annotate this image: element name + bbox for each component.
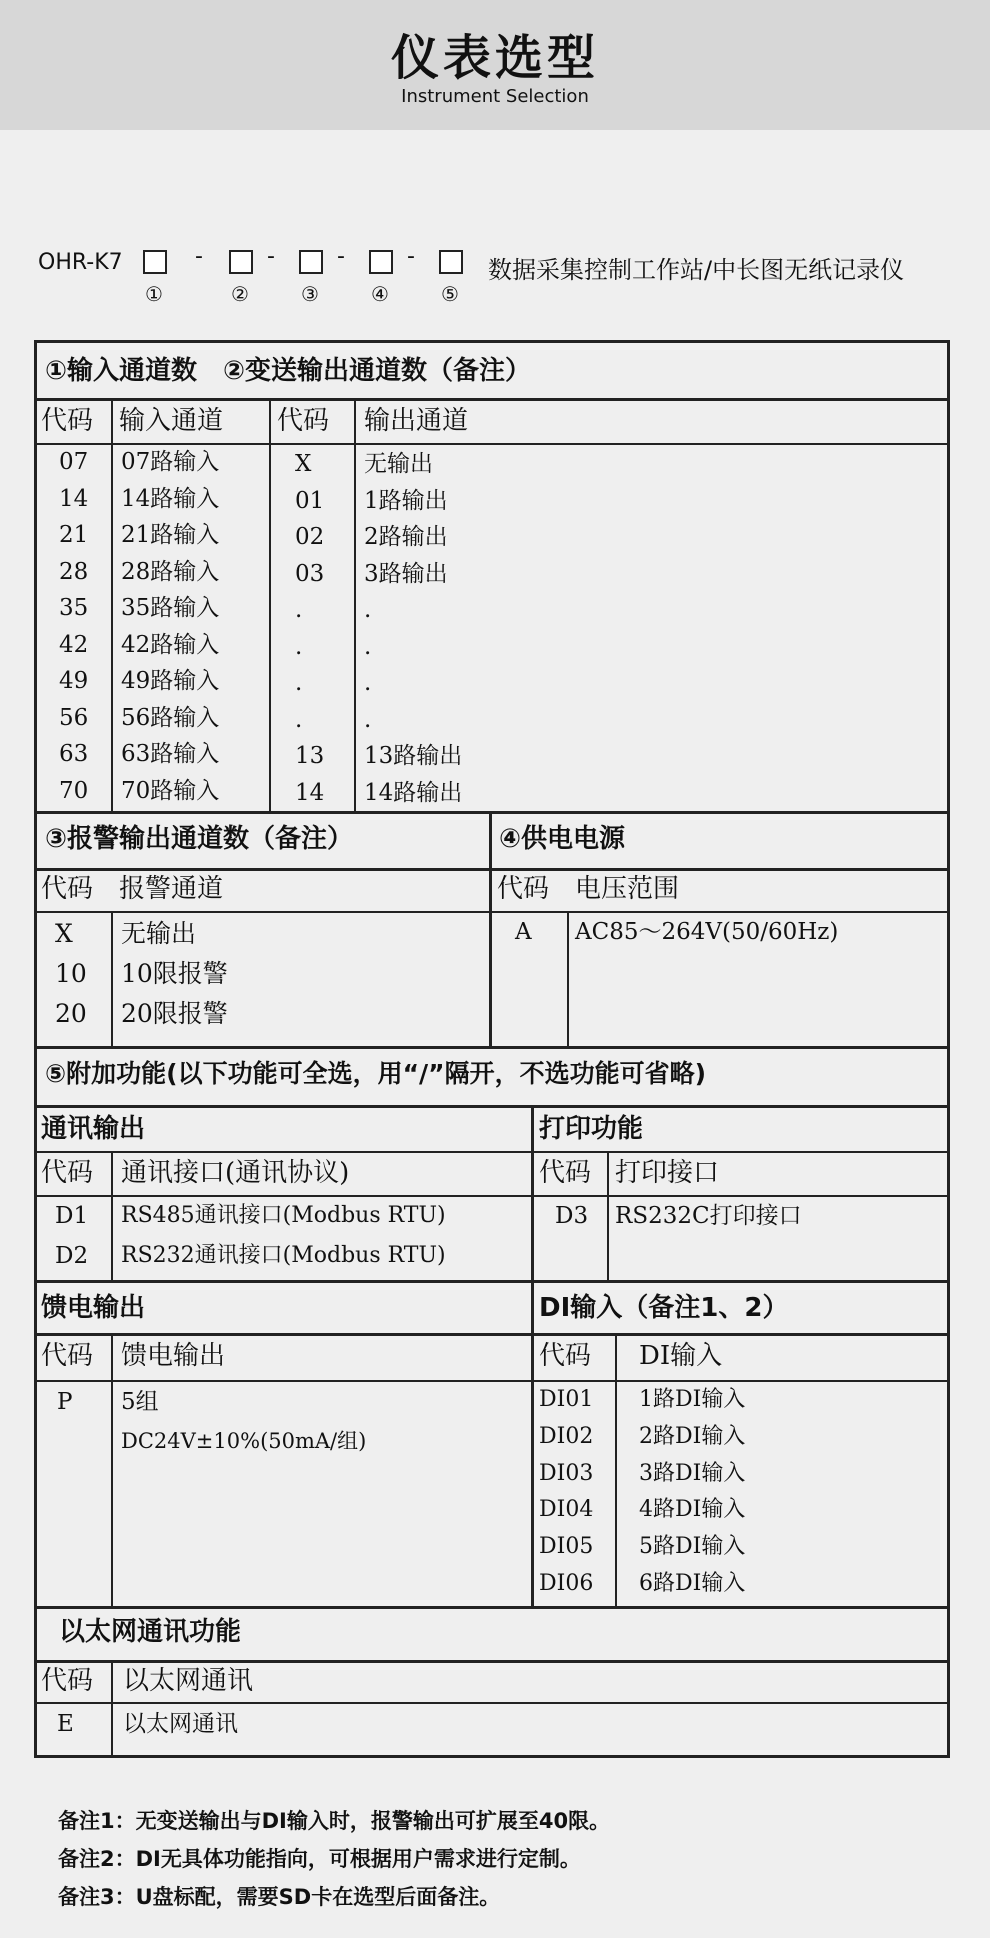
note-2: 备注2：DI无具体功能指向，可根据用户需求进行定制。 bbox=[58, 1847, 581, 1871]
section-title-input-output: ①输入通道数 ②变送输出通道数（备注） bbox=[45, 356, 532, 386]
col-header-voltage: 电压范围 bbox=[575, 874, 680, 904]
feed-code: P bbox=[57, 1389, 73, 1415]
di-code: DI05 bbox=[539, 1534, 594, 1560]
section-title-power: ④供电电源 bbox=[499, 824, 626, 854]
input-code: 49 bbox=[59, 668, 89, 694]
code-slot-4 bbox=[369, 250, 393, 274]
slot-number: ② bbox=[231, 282, 249, 306]
input-label: 28路输入 bbox=[121, 558, 220, 585]
model-dash: - bbox=[195, 244, 203, 269]
model-prefix: OHR-K7 bbox=[38, 250, 123, 275]
output-label: . bbox=[364, 597, 372, 623]
power-label: AC85～264V(50/60Hz) bbox=[575, 919, 839, 945]
alarm-code: X bbox=[55, 919, 73, 948]
power-code: A bbox=[515, 919, 532, 945]
col-header-print: 打印接口 bbox=[615, 1158, 720, 1188]
input-label: 63路输入 bbox=[121, 741, 220, 767]
model-dash: - bbox=[267, 244, 275, 269]
section-title-options: ⑤附加功能(以下功能可全选，用“/”隔开，不选功能可省略) bbox=[45, 1059, 707, 1088]
page-title: 仪表选型 bbox=[390, 30, 599, 86]
alarm-label: 20限报警 bbox=[121, 999, 228, 1028]
alarm-label: 10限报警 bbox=[121, 959, 228, 988]
output-label: 3路输出 bbox=[364, 560, 448, 587]
page-subtitle: Instrument Selection bbox=[401, 86, 589, 107]
col-header-code: 代码 bbox=[41, 1666, 94, 1696]
di-code: DI02 bbox=[539, 1423, 594, 1449]
col-header-ethernet: 以太网通讯 bbox=[123, 1666, 254, 1696]
model-name: 数据采集控制工作站/中长图无纸记录仪 bbox=[488, 256, 905, 284]
subsection-ethernet: 以太网通讯功能 bbox=[59, 1617, 242, 1647]
output-code: . bbox=[295, 670, 303, 696]
output-code: . bbox=[295, 706, 303, 733]
input-code: 35 bbox=[59, 595, 89, 621]
code-slot-5 bbox=[439, 250, 463, 274]
col-header-code: 代码 bbox=[41, 874, 94, 904]
comm-code: D1 bbox=[55, 1203, 89, 1229]
note-1: 备注1：无变送输出与DI输入时，报警输出可扩展至40限。 bbox=[58, 1809, 611, 1833]
subsection-comm: 通讯输出 bbox=[41, 1114, 146, 1144]
output-label: 13路输出 bbox=[364, 743, 463, 769]
input-code: 63 bbox=[59, 741, 89, 767]
input-code: 21 bbox=[59, 522, 89, 548]
feed-label: 5组 bbox=[121, 1389, 159, 1415]
col-header-code: 代码 bbox=[277, 406, 330, 436]
output-code: 13 bbox=[295, 743, 325, 769]
output-code: . bbox=[295, 597, 303, 623]
input-code: 14 bbox=[59, 485, 89, 512]
col-header-alarm: 报警通道 bbox=[119, 874, 224, 904]
output-label: 无输出 bbox=[364, 451, 433, 477]
comm-label: RS485通讯接口(Modbus RTU) bbox=[121, 1203, 446, 1228]
di-code: DI03 bbox=[539, 1460, 594, 1486]
col-header-code: 代码 bbox=[41, 1158, 94, 1188]
code-slot-1 bbox=[143, 250, 167, 274]
output-code: X bbox=[295, 451, 312, 477]
output-label: . bbox=[364, 706, 372, 733]
note-3: 备注3：U盘标配，需要SD卡在选型后面备注。 bbox=[58, 1885, 501, 1909]
output-code: . bbox=[295, 633, 303, 660]
model-dash: - bbox=[407, 244, 415, 269]
col-header-code: 代码 bbox=[41, 1341, 94, 1371]
output-label: 1路输出 bbox=[364, 487, 448, 514]
ethernet-label: 以太网通讯 bbox=[123, 1711, 238, 1737]
output-code: 01 bbox=[295, 487, 325, 514]
feed-detail: DC24V±10%(50mA/组) bbox=[121, 1429, 367, 1453]
col-header-di: DI输入 bbox=[639, 1341, 723, 1371]
comm-label: RS232通讯接口(Modbus RTU) bbox=[121, 1243, 446, 1268]
input-code: 70 bbox=[59, 777, 89, 804]
comm-code: D2 bbox=[55, 1243, 89, 1269]
input-code: 07 bbox=[59, 449, 89, 475]
di-label: 2路DI输入 bbox=[639, 1423, 746, 1449]
input-code: 56 bbox=[59, 704, 89, 731]
output-label: . bbox=[364, 633, 372, 660]
subsection-di: DI输入（备注1、2） bbox=[539, 1293, 789, 1323]
input-label: 21路输入 bbox=[121, 522, 220, 548]
col-header-comm: 通讯接口(通讯协议) bbox=[121, 1158, 350, 1188]
output-label: 14路输出 bbox=[364, 779, 463, 806]
input-code: 42 bbox=[59, 631, 89, 658]
alarm-code: 20 bbox=[55, 999, 87, 1028]
selection-table bbox=[34, 340, 950, 1758]
input-label: 35路输入 bbox=[121, 595, 220, 621]
input-label: 42路输入 bbox=[121, 631, 220, 658]
slot-number: ③ bbox=[301, 282, 319, 306]
output-code: 03 bbox=[295, 560, 325, 587]
code-slot-2 bbox=[229, 250, 253, 274]
di-label: 3路DI输入 bbox=[639, 1460, 746, 1486]
slot-number: ⑤ bbox=[441, 282, 459, 306]
di-code: DI01 bbox=[539, 1387, 594, 1412]
input-label: 07路输入 bbox=[121, 449, 220, 475]
col-header-feed: 馈电输出 bbox=[121, 1341, 226, 1371]
col-header-input: 输入通道 bbox=[119, 406, 224, 436]
output-label: 2路输出 bbox=[364, 524, 448, 550]
output-label: . bbox=[364, 670, 372, 696]
di-label: 1路DI输入 bbox=[639, 1387, 746, 1412]
notes bbox=[58, 1802, 610, 1916]
di-label: 6路DI输入 bbox=[639, 1571, 746, 1596]
input-code: 28 bbox=[59, 558, 89, 585]
input-label: 56路输入 bbox=[121, 704, 220, 731]
input-label: 49路输入 bbox=[121, 668, 220, 694]
subsection-feed: 馈电输出 bbox=[41, 1293, 146, 1323]
code-slot-3 bbox=[299, 250, 323, 274]
input-label: 14路输入 bbox=[121, 485, 220, 512]
di-code: DI04 bbox=[539, 1497, 594, 1523]
di-label: 4路DI输入 bbox=[639, 1497, 746, 1523]
model-dash: - bbox=[337, 244, 345, 269]
di-code: DI06 bbox=[539, 1571, 594, 1596]
di-label: 5路DI输入 bbox=[639, 1534, 746, 1560]
alarm-label: 无输出 bbox=[121, 919, 197, 948]
alarm-code: 10 bbox=[55, 959, 87, 988]
slot-number: ④ bbox=[371, 282, 389, 306]
col-header-code: 代码 bbox=[497, 874, 550, 904]
section-title-alarm: ③报警输出通道数（备注） bbox=[45, 824, 354, 854]
ethernet-code: E bbox=[57, 1711, 74, 1737]
print-code: D3 bbox=[555, 1203, 589, 1229]
print-label: RS232C打印接口 bbox=[615, 1203, 802, 1229]
slot-number: ① bbox=[145, 282, 163, 306]
output-code: 02 bbox=[295, 524, 325, 550]
col-header-output: 输出通道 bbox=[364, 406, 469, 436]
col-header-code: 代码 bbox=[539, 1341, 592, 1371]
subsection-print: 打印功能 bbox=[539, 1114, 644, 1144]
col-header-code: 代码 bbox=[41, 406, 94, 436]
output-code: 14 bbox=[295, 779, 325, 806]
col-header-code: 代码 bbox=[539, 1158, 592, 1188]
input-label: 70路输入 bbox=[121, 777, 220, 804]
